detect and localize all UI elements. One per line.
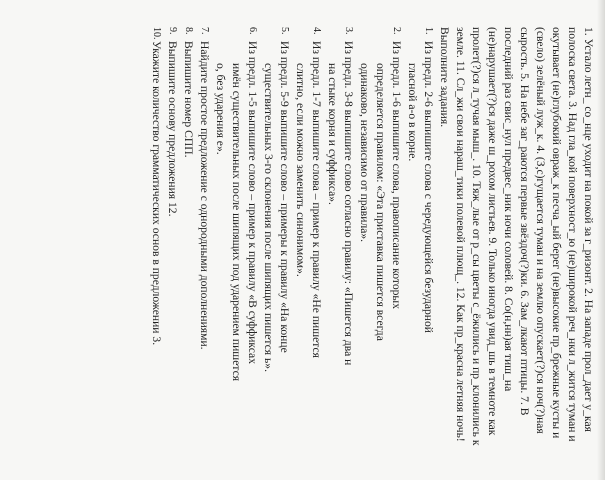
exercise-text: 1. Устало летн_ со_нце уходит на покой за г_ризонт. 2. На западе прол_дает у_кая полоска света. 3. Над гла_кой поверхност_ю (не)широкой реч_нки л_жится туман и окутывает (не)глубокий овраж_к песча_ый берег (не)высокие пр_брежные кусты и (свело) зелёный луж_к. 4. (З,с)гущается туман и на землю опускает(?)ся ноч(?)ная сырость. 5. На небе заг_раются первые звёздоч(?)ки. 6. Зам_лкают птицы. 7. В последний раз свис_нул предвес_ник ночи соловей. 8. Со(н,нн)ая тиш_на (не)нарушает(?)ся даже ш_рохом листьев. 9. Только иногда увид_шь в темноте как пролет(?)ся л_тучая мыш_. 10. Тяж_лые от р_сы цветы с_ёжились и пр_клонились к земле. 11. Сл_жи свои нараш_тики полевой плющ_. 12. Как пр_красна летняя ночь! (454, 27, 595, 446)
task-line: Выпишите основу предложения 12. (166, 41, 180, 217)
task-line: Найдите простое предложение с однородными дополнениями. (198, 41, 212, 350)
task-line: Из предл. 1-6 выпишите слова, правописание которых (390, 41, 404, 310)
task-line: Выпишите номер СПП. (182, 41, 196, 158)
task-item (260, 27, 292, 461)
task-line: гласной а-о в корне. (406, 63, 420, 162)
task-line: Из предл. 2-6 выпишите слова с чередующейся безударной (422, 41, 436, 333)
task-number: 3. (343, 27, 355, 35)
task-item (324, 27, 356, 461)
tasks-heading: Выполните задания. (438, 27, 452, 128)
task-number: 9. (167, 27, 179, 35)
worksheet (2, 5, 602, 475)
task-item (404, 27, 436, 461)
task-line: имён существительных после шипящих под ударением пишется (230, 63, 244, 382)
task-line: существительных 3-го склонения после шипящих пишется ь». (262, 63, 276, 373)
task-number: 7. (199, 27, 211, 35)
task-line: Из предл. 1-5 выпишите слово – пример к правилу «В суффиксах (246, 41, 260, 364)
task-item (164, 27, 180, 461)
task-line: одинаково, независимо от правила». (358, 63, 372, 243)
task-line: Из предл. 1-7 выпишите слова – пример к правилу «Не пишется (310, 41, 324, 358)
task-line: о, без ударения е». (214, 63, 228, 155)
task-number: 10. (151, 27, 163, 40)
task-number: 5. (279, 27, 291, 35)
task-item (180, 27, 196, 461)
task-item (196, 27, 212, 461)
task-line: Из предл. 5-9 выпишите слово – примеры к правилу «На конце (278, 41, 292, 353)
task-line: Укажите количество грамматических основ в предложении 3. (150, 41, 164, 346)
task-item (356, 27, 404, 461)
task-list (148, 27, 436, 461)
task-number: 1. (423, 27, 435, 35)
page-edge-shadow (597, 0, 605, 480)
task-item (292, 27, 324, 461)
task-line: слитно, если можно заменить синонимом». (294, 63, 308, 277)
task-line: определяется правилом: «Эта приставка пишется всегда (374, 63, 388, 341)
task-line: Из предл. 3-8 выпишите слово согласно правилу: «Пишется два н (342, 41, 356, 366)
task-item (148, 27, 164, 461)
task-line: на стыке корня и суффикса». (326, 63, 340, 205)
task-number: 6. (247, 27, 259, 35)
task-number: 8. (183, 27, 195, 35)
task-item (212, 27, 260, 461)
task-number: 2. (391, 27, 403, 35)
task-number: 4. (311, 27, 323, 35)
